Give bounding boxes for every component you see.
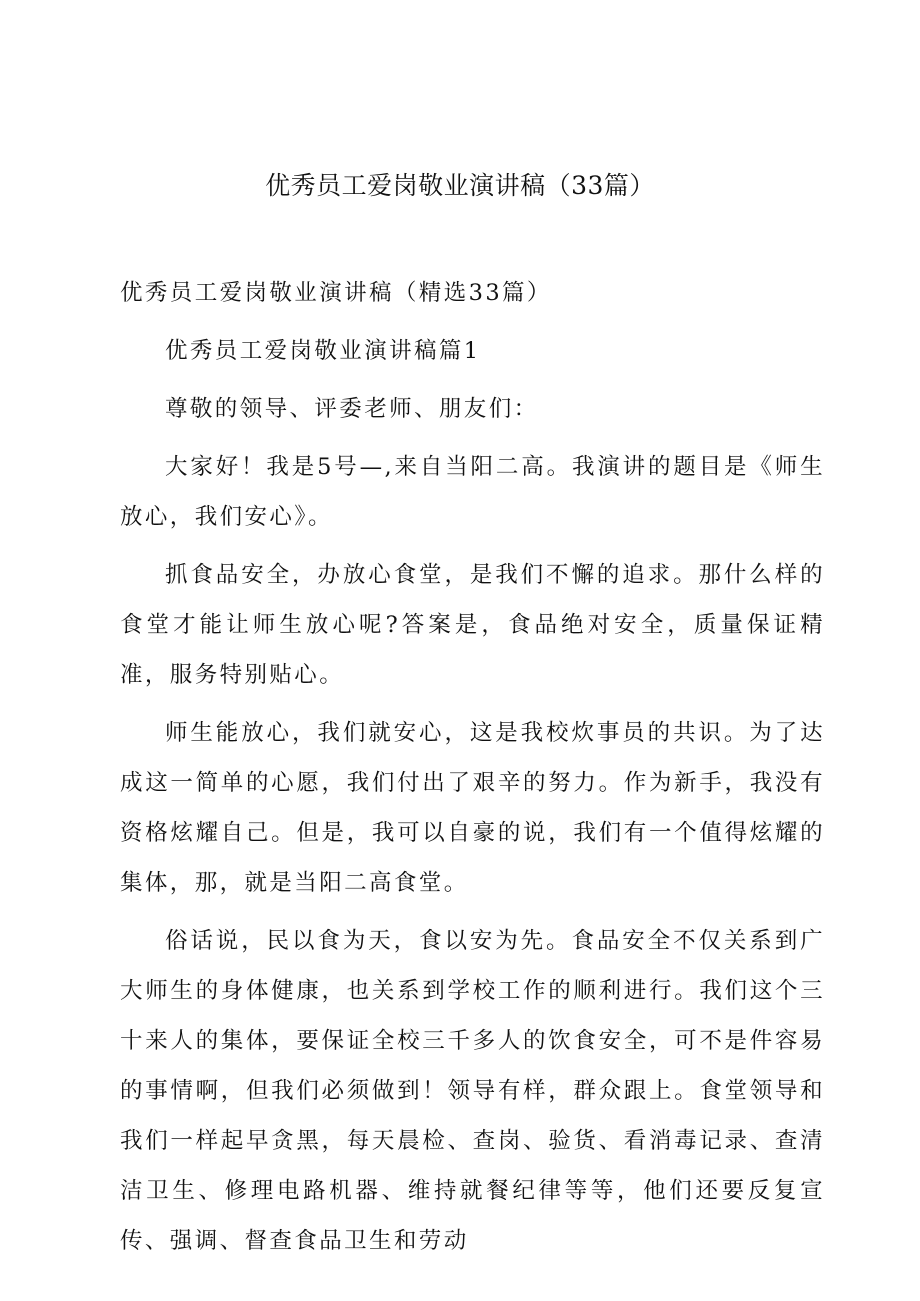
paragraph: 俗话说，民以食为天，食以安为先。食品安全不仅关系到广大师生的身体健康，也关系到学校工作的顺利进行。我们这个三十来人的集体，要保证全校三千多人的饮食安全，可不是件容易的事情啊，但我们必须做到！领导有样，群众跟上。食堂领导和我们一样起早贪黑，每天晨检、查岗、验货、看消毒记录、查清洁卫生、修理电路机器、维持就餐纪律等等，他们还要反复宣传、强调、督查食品卫生和劳动 — [120, 928, 825, 1254]
section-heading: 优秀员工爱岗敬业演讲稿篇1 — [165, 338, 481, 364]
document-title: 优秀员工爱岗敬业演讲稿（33篇） — [265, 171, 655, 200]
greeting-line: 尊敬的领导、评委老师、朋友们： — [165, 396, 539, 422]
document-subtitle: 优秀员工爱岗敬业演讲稿（精选33篇） — [120, 280, 552, 306]
paragraph: 师生能放心，我们就安心，这是我校炊事员的共识。为了达成这一简单的心愿，我们付出了艰辛的努力。作为新手，我没有资格炫耀自己。但是，我可以自豪的说，我们有一个值得炫耀的集体，那，就是当阳二高食堂。 — [120, 720, 825, 896]
document-body — [120, 268, 825, 1266]
paragraph: 大家好！我是5号—,来自当阳二高。我演讲的题目是《师生放心，我们安心》。 — [120, 454, 825, 530]
paragraph: 抓食品安全，办放心食堂，是我们不懈的追求。那什么样的食堂才能让师生放心呢?答案是，食品绝对安全，质量保证精准，服务特别贴心。 — [120, 562, 825, 688]
